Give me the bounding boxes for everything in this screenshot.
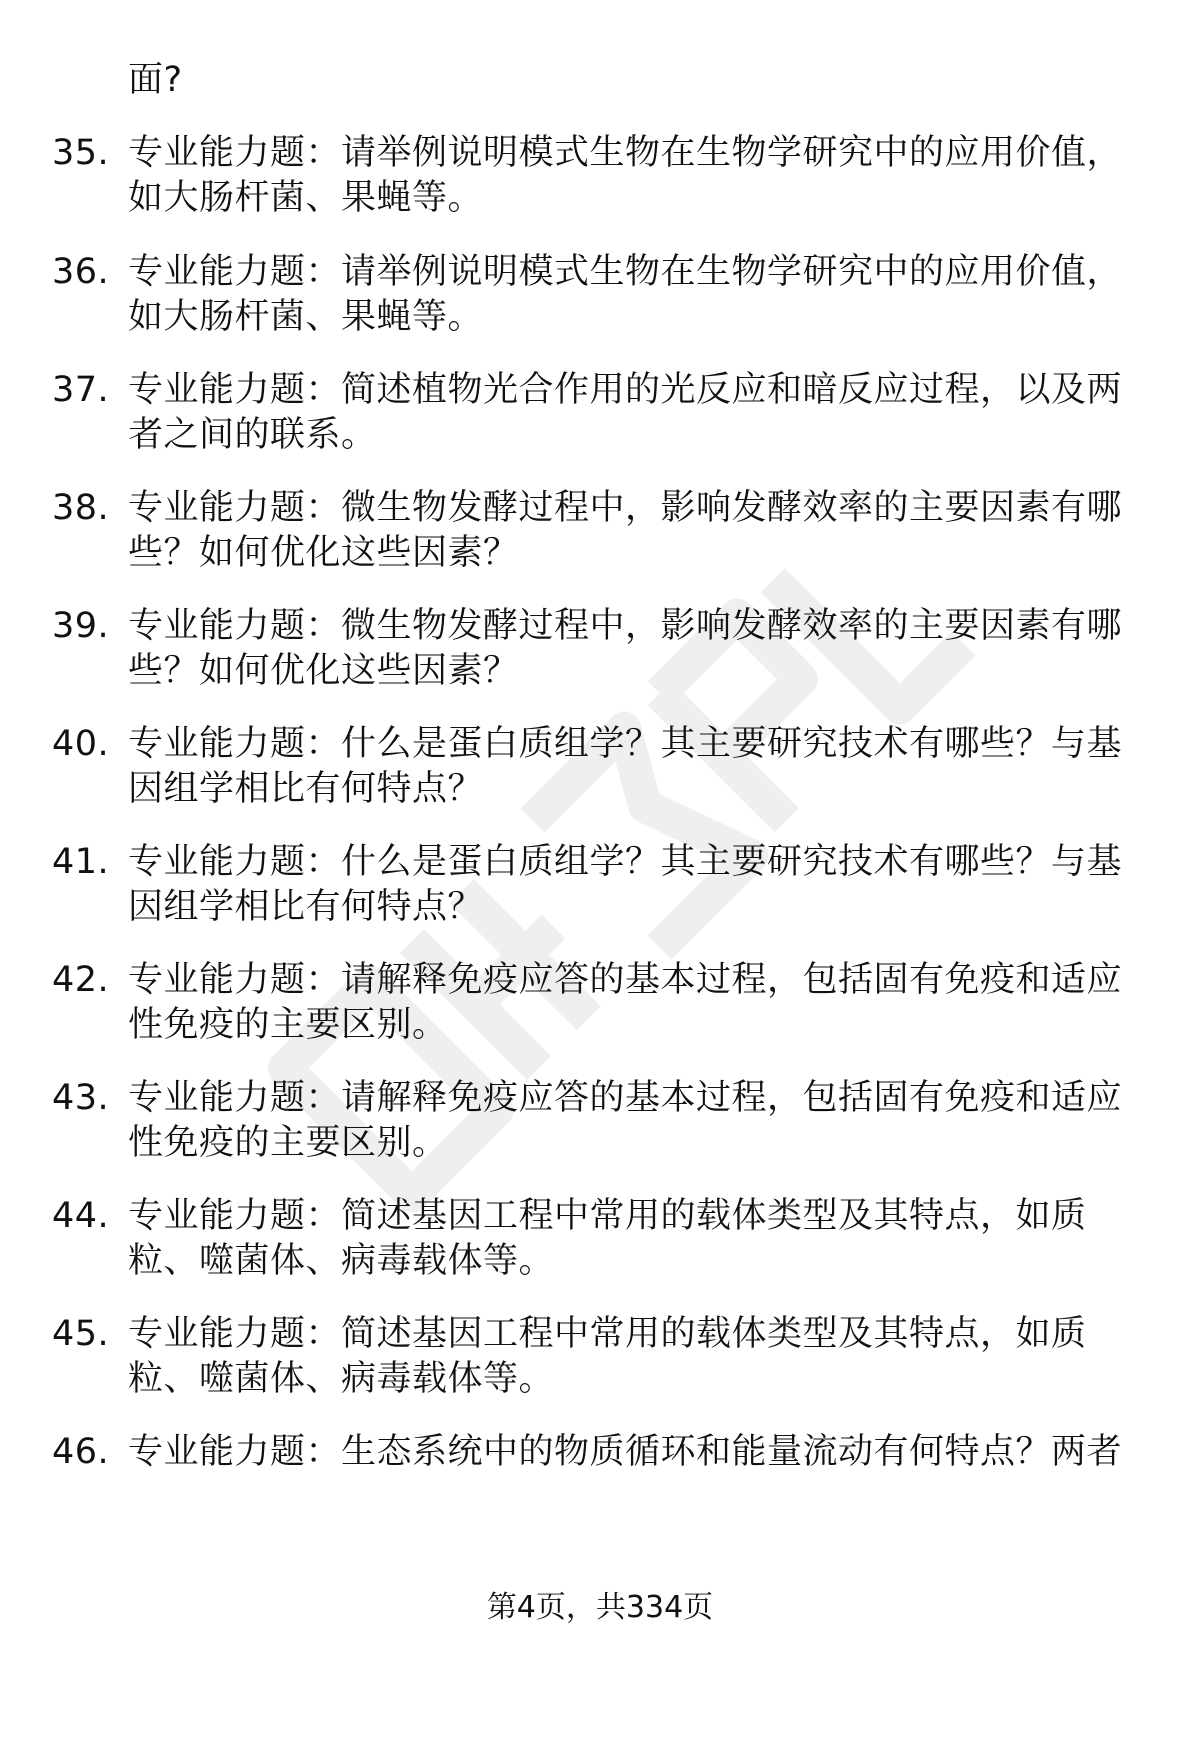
item-text-line2: 因组学相比有何特点？ xyxy=(128,887,484,927)
item-text-line2: 粒、噬菌体、病毒载体等。 xyxy=(128,1359,555,1399)
item-text-line1: 专业能力题：微生物发酵过程中，影响发酵效率的主要因素有哪 xyxy=(128,488,1123,528)
item-number: 45. xyxy=(52,1314,110,1354)
item-text-line1: 专业能力题：请解释免疫应答的基本过程，包括固有免疫和适应 xyxy=(128,1078,1123,1118)
item-number: 41. xyxy=(52,842,110,882)
item-text-line2: 如大肠杆菌、果蝇等。 xyxy=(128,297,484,337)
item-text-line2: 性免疫的主要区别。 xyxy=(128,1123,448,1163)
item-text-line2: 者之间的联系。 xyxy=(128,415,377,455)
item-text-line1: 专业能力题：请举例说明模式生物在生物学研究中的应用价值， xyxy=(128,133,1123,173)
item-number: 39. xyxy=(52,606,110,646)
item-number: 43. xyxy=(52,1078,110,1118)
item-number: 35. xyxy=(52,133,110,173)
item-text-line1: 专业能力题：什么是蛋白质组学？其主要研究技术有哪些？与基 xyxy=(128,724,1123,764)
item-text-line2: 些？如何优化这些因素？ xyxy=(128,533,519,573)
item-text-line2: 粒、噬菌体、病毒载体等。 xyxy=(128,1241,555,1281)
item-number: 44. xyxy=(52,1196,110,1236)
page-footer: 第4页，共334页 xyxy=(486,1590,714,1625)
item-text-line2: 些？如何优化这些因素？ xyxy=(128,651,519,691)
item-text-line1: 专业能力题：简述植物光合作用的光反应和暗反应过程，以及两 xyxy=(128,370,1123,410)
item-text-line1: 专业能力题：简述基因工程中常用的载体类型及其特点，如质 xyxy=(128,1196,1087,1236)
item-text-line2: 如大肠杆菌、果蝇等。 xyxy=(128,178,484,218)
item-number: 36. xyxy=(52,252,110,292)
item-text-line1: 专业能力题：简述基因工程中常用的载体类型及其特点，如质 xyxy=(128,1314,1087,1354)
item-number: 40. xyxy=(52,724,110,764)
item-text-line2: 因组学相比有何特点？ xyxy=(128,769,484,809)
item-number: 46. xyxy=(52,1432,110,1472)
item-number: 42. xyxy=(52,960,110,1000)
item-number: 37. xyxy=(52,370,110,410)
item-number: 38. xyxy=(52,488,110,528)
item-text-line1: 专业能力题：请解释免疫应答的基本过程，包括固有免疫和适应 xyxy=(128,960,1123,1000)
item-text-line1: 专业能力题：生态系统中的物质循环和能量流动有何特点？两者 xyxy=(128,1432,1123,1472)
item-text-line1: 专业能力题：微生物发酵过程中，影响发酵效率的主要因素有哪 xyxy=(128,606,1123,646)
continuation-text: 面? xyxy=(128,60,183,100)
item-text-line1: 专业能力题：请举例说明模式生物在生物学研究中的应用价值， xyxy=(128,252,1123,292)
item-text-line2: 性免疫的主要区别。 xyxy=(128,1005,448,1045)
item-text-line1: 专业能力题：什么是蛋白质组学？其主要研究技术有哪些？与基 xyxy=(128,842,1123,882)
